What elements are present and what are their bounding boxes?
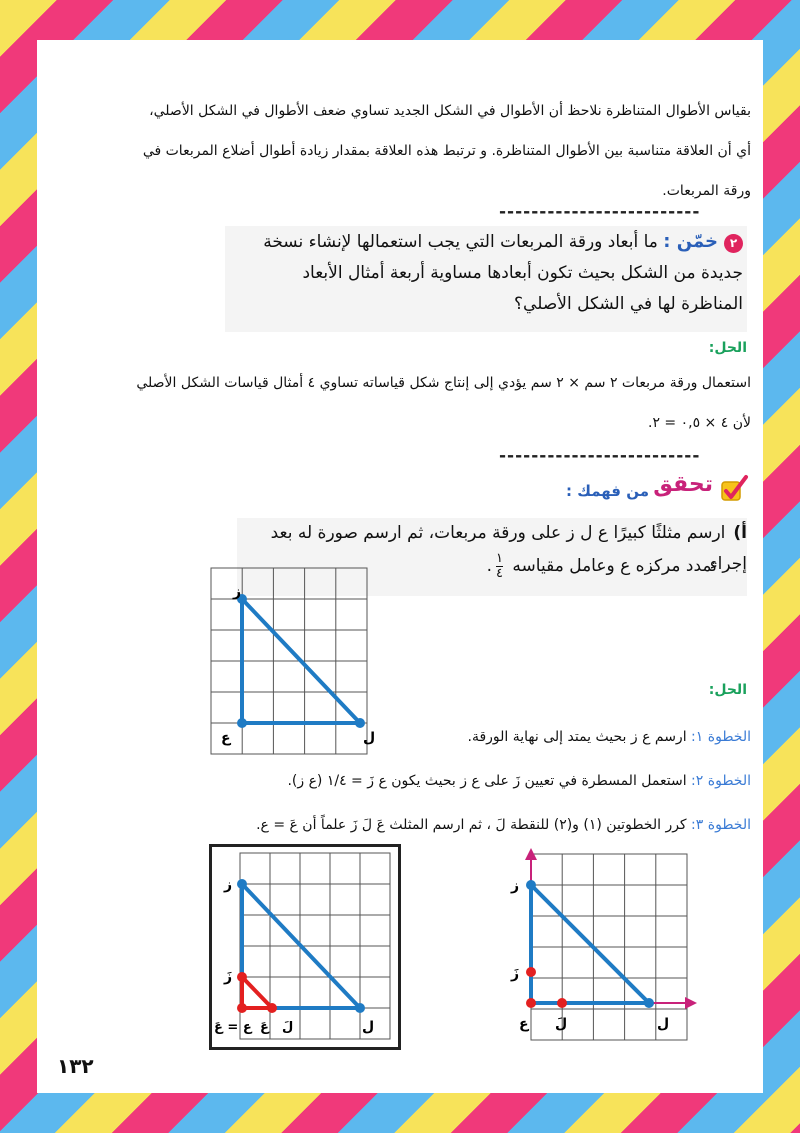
guess-title: خمّن : [663, 231, 718, 252]
point-lam-prime-3 [267, 1003, 277, 1013]
label-lam-prime-3: لَ [282, 1020, 294, 1035]
label-z-2: ز [511, 878, 520, 894]
label-lam: ل [363, 730, 375, 746]
label-ain-equal: ع = عَ [214, 1020, 252, 1035]
guess-line-1 [225, 226, 747, 258]
check-subtitle: من فهمك : [566, 482, 649, 500]
step-1-label: الخطوة ١: [691, 729, 751, 745]
point-z-3 [237, 879, 247, 889]
triangle-image [242, 977, 272, 1008]
label-z-prime: زَ [511, 966, 520, 982]
fraction-numerator: ١ [496, 550, 504, 566]
solution-1-line-2: لأن ٤ × ٠,٥ = ٢. [647, 415, 751, 431]
point-ain-3 [237, 1003, 247, 1013]
question-a-text-2: تمدد مركزه ع وعامل مقياسه [512, 556, 717, 576]
step-3 [49, 814, 751, 837]
page-sheet [37, 40, 763, 1093]
label-ain-2: ع [519, 1016, 529, 1032]
point-ain [237, 718, 247, 728]
step-3-label: الخطوة ٣: [691, 817, 751, 833]
solution-2-label: الحل: [708, 682, 747, 698]
question-a-letter: أ) [733, 523, 747, 543]
question-a-text-1: ارسم مثلثًا كبيرًا ع ل ز على ورقة مربعات، ثم ارسم صورة له بعد إجراء [270, 523, 747, 574]
guess-box [225, 226, 747, 332]
label-ain-prime: عَ [260, 1020, 269, 1035]
guess-line-2: جديدة من الشكل بحيث تكون أبعادها مساوية أربعة أمثال الأبعاد [302, 263, 743, 283]
check-header [517, 470, 749, 510]
step-1-text: ارسم ع ز بحيث يمتد إلى نهاية الورقة. [467, 729, 687, 745]
fraction-denominator: ٤ [496, 565, 504, 581]
point-z-2 [526, 880, 536, 890]
step-3-text: كرر الخطوتين (١) و(٢) للنقطة لَ ، ثم ارسم المثلث عَ لَ زَ علماً أن عَ = ع. [256, 817, 687, 833]
intro-line-3: ورقة المربعات. [662, 183, 751, 199]
divider-1: ------------------------- [499, 202, 701, 222]
fraction-quarter [496, 552, 503, 581]
point-lam-2 [644, 998, 654, 1008]
label-ain: ع [221, 730, 231, 746]
step-1 [337, 726, 751, 749]
label-lam-2: ل [657, 1016, 670, 1032]
grid-final-image [212, 847, 398, 1047]
label-z-prime-3: زَ [224, 969, 233, 985]
grid-construction [497, 848, 697, 1048]
label-z: ز [233, 584, 242, 600]
point-z-prime-3 [237, 972, 247, 982]
step-2 [117, 770, 751, 793]
guess-text-1: ما أبعاد ورقة المربعات التي يجب استعمالها لإنشاء نسخة [263, 232, 658, 252]
point-lam-prime [557, 998, 567, 1008]
divider-2: ------------------------- [499, 446, 701, 466]
solution-1-label: الحل: [708, 340, 747, 356]
label-lam-3: ل [362, 1019, 375, 1035]
guess-number-badge: ٢ [724, 234, 743, 253]
check-title: تحقق [653, 472, 713, 497]
step-2-label: الخطوة ٢: [691, 773, 751, 789]
intro-line-1: بقياس الأطوال المتناظرة نلاحظ أن الأطوال في الشكل الجديد تساوي ضعف الأطوال في الشكل الأصلي، [149, 103, 751, 119]
guess-line-3: المناظرة لها في الشكل الأصلي؟ [514, 294, 743, 314]
question-a-period: . [486, 556, 493, 576]
label-lam-prime: لَ [555, 1016, 568, 1032]
arrow-right-icon [685, 997, 697, 1009]
triangle-original-2 [531, 885, 649, 1003]
solution-1-line-1: استعمال ورقة مربعات ٢ سم × ٢ سم يؤدي إلى إنتاج شكل قياساته تساوي ٤ أمثال قياسات الشكل الأصلي [136, 375, 751, 391]
intro-line-2: أي أن العلاقة متناسبة بين الأطوال المتناظرة. و ترتبط هذه العلاقة بمقدار زيادة أطوال أضلاع المربعات في [142, 143, 751, 159]
label-z-3: ز [224, 877, 233, 893]
point-ain-2 [526, 998, 536, 1008]
page-number: ١٣٢ [57, 1054, 94, 1078]
checkmark-icon [719, 474, 749, 504]
point-z-prime [526, 967, 536, 977]
point-lam-3 [355, 1003, 365, 1013]
step-2-text: استعمل المسطرة في تعيين زَ على ع ز بحيث يكون ع زَ = ١/٤ (ع ز). [287, 773, 687, 789]
